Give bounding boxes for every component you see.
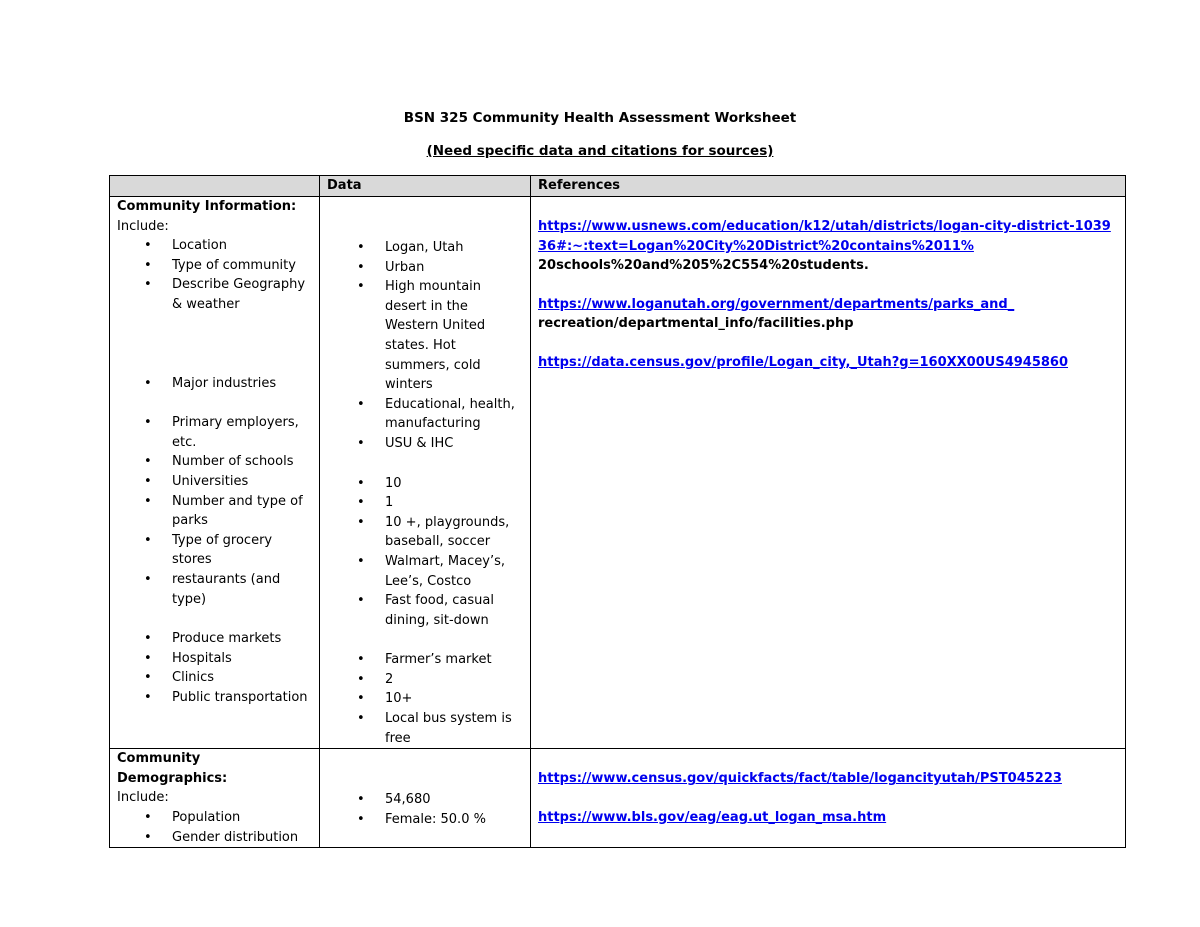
list-item: • Public transportation bbox=[117, 688, 312, 708]
data-list bbox=[327, 238, 523, 748]
page-subtitle: (Need specific data and citations for sources) bbox=[426, 143, 774, 159]
reference-census-data bbox=[538, 353, 1118, 373]
reference-bls bbox=[538, 808, 1118, 828]
community-demographics-row bbox=[110, 749, 1126, 848]
community-demographics-items-cell bbox=[110, 749, 320, 848]
list-item: • Major industries bbox=[117, 374, 312, 394]
item-list bbox=[117, 236, 312, 707]
list-item: • Population bbox=[117, 808, 312, 828]
page-title: BSN 325 Community Health Assessment Worksheet bbox=[403, 110, 797, 126]
list-item: • Universities bbox=[117, 472, 312, 492]
list-item: • 10 +, playgrounds, baseball, soccer bbox=[327, 513, 523, 552]
list-item: • 10 bbox=[327, 474, 523, 494]
list-item: • Hospitals bbox=[117, 649, 312, 669]
list-item: • High mountain desert in the Western United states. Hot summers, cold winters bbox=[327, 277, 523, 395]
list-item: • Number and type of parks bbox=[117, 492, 312, 531]
reference-link-quickfacts[interactable]: https://www.census.gov/quickfacts/fact/table/logancityutah/PST045223 bbox=[538, 771, 1062, 787]
community-information-data-cell bbox=[320, 197, 531, 749]
list-item: • Number of schools bbox=[117, 452, 312, 472]
include-label: Include: bbox=[117, 218, 169, 234]
community-demographics-data-cell bbox=[320, 749, 531, 848]
list-item: • Type of grocery stores bbox=[117, 531, 312, 570]
list-item: • Fast food, casual dining, sit-down bbox=[327, 591, 523, 630]
list-item: • 54,680 bbox=[327, 790, 523, 810]
list-item: • Walmart, Macey’s, Lee’s, Costco bbox=[327, 552, 523, 591]
list-item: • Describe Geography & weather bbox=[117, 275, 312, 314]
list-item: • Logan, Utah bbox=[327, 238, 523, 258]
list-item: • Type of community bbox=[117, 256, 312, 276]
list-item: • Urban bbox=[327, 258, 523, 278]
list-item: • 1 bbox=[327, 493, 523, 513]
reference-link-census-data[interactable]: https://data.census.gov/profile/Logan_city,_Utah?g=160XX00US4945860 bbox=[538, 354, 1069, 370]
reference-link-loganutah[interactable]: https://www.loganutah.org/government/departments/parks_and_ bbox=[538, 296, 1015, 312]
community-information-items-cell bbox=[110, 197, 320, 749]
reference-usnews bbox=[538, 217, 1118, 276]
header-blank bbox=[110, 176, 320, 197]
community-demographics-references-cell bbox=[531, 749, 1126, 848]
list-item: • Clinics bbox=[117, 668, 312, 688]
header-data: Data bbox=[320, 176, 531, 197]
header-row bbox=[110, 176, 1126, 197]
reference-tail-loganutah: recreation/departmental_info/facilities.php bbox=[538, 316, 854, 332]
assessment-table bbox=[109, 175, 1126, 848]
list-item: • Location bbox=[117, 236, 312, 256]
community-information-references-cell bbox=[531, 197, 1126, 749]
list-item: • Female: 50.0 % bbox=[327, 810, 523, 830]
include-label: Include: bbox=[117, 790, 169, 806]
item-list bbox=[117, 808, 312, 847]
list-item: • USU & IHC bbox=[327, 434, 523, 454]
list-item: • Local bus system is free bbox=[327, 709, 523, 748]
list-item: • Farmer’s market bbox=[327, 650, 523, 670]
reference-tail-usnews: 20schools%20and%205%2C554%20students. bbox=[538, 258, 869, 274]
community-information-row bbox=[110, 197, 1126, 749]
list-item: • Educational, health, manufacturing bbox=[327, 395, 523, 434]
header-references: References bbox=[531, 176, 1126, 197]
section-title: Community Information: bbox=[117, 199, 297, 214]
section-title: Community Demographics: bbox=[117, 751, 228, 786]
reference-loganutah bbox=[538, 295, 1118, 334]
list-item: • 2 bbox=[327, 670, 523, 690]
list-item: • 10+ bbox=[327, 689, 523, 709]
reference-quickfacts bbox=[538, 769, 1118, 789]
reference-link-usnews[interactable]: https://www.usnews.com/education/k12/utah/districts/logan-city-district-103936#:~:text=Logan%20City%20District%20contains%2011% bbox=[538, 219, 1111, 254]
list-item: • Produce markets bbox=[117, 629, 312, 649]
list-item: • Primary employers, etc. bbox=[117, 413, 312, 452]
list-item: • restaurants (and type) bbox=[117, 570, 312, 609]
reference-link-bls[interactable]: https://www.bls.gov/eag/eag.ut_logan_msa.htm bbox=[538, 809, 887, 825]
data-list bbox=[327, 790, 523, 829]
list-item: • Gender distribution bbox=[117, 828, 312, 848]
